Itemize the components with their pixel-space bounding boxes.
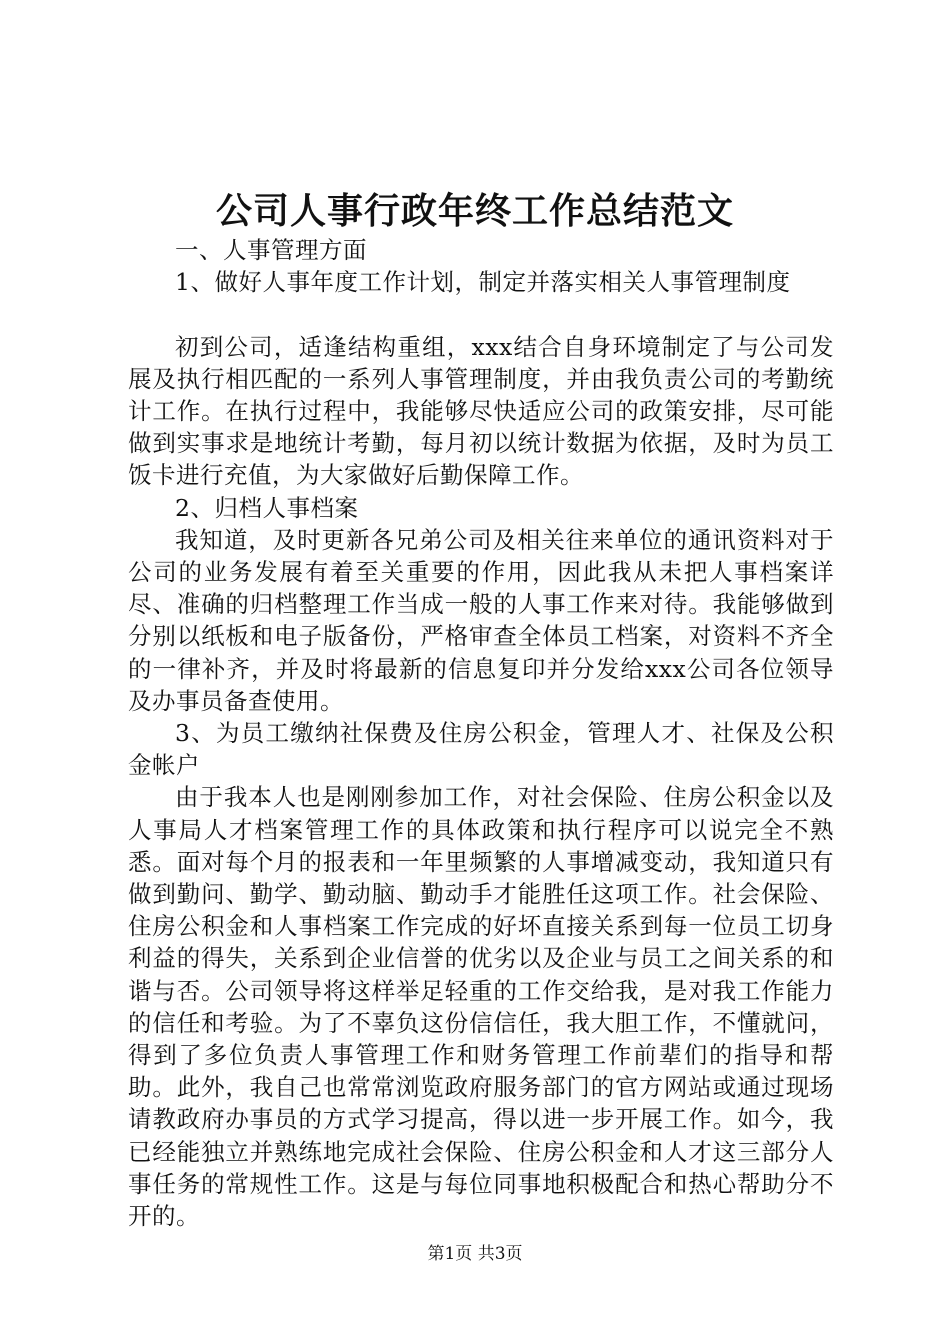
document-title: 公司人事行政年终工作总结范文 [215, 190, 734, 232]
paragraph-1: 初到公司，适逢结构重组，xxx结合自身环境制定了与公司发展及执行相匹配的一系列人事管理制度，并由我负责公司的考勤统计工作。在执行过程中，我能够尽快适应公司的政策安排，尽可能做到实事求是地统计考勤，每月初以统计数据为依据，及时为员工饭卡进行充值，为大家做好后勤保障工作。 [128, 332, 834, 490]
paragraph-2: 我知道，及时更新各兄弟公司及相关往来单位的通讯资料对于公司的业务发展有着至关重要的作用，因此我从未把人事档案详尽、准确的归档整理工作当成一般的人事工作来对待。我能够做到分别以纸板和电子版备份，严格审查全体员工档案，对资料不齐全的一律补齐，并及时将最新的信息复印并分发给xxx公司各位领导及办事员备查使用。 [128, 525, 834, 715]
paragraph-3: 由于我本人也是刚刚参加工作，对社会保险、住房公积金以及人事局人才档案管理工作的具体政策和执行程序可以说完全不熟悉。面对每个月的报表和一年里频繁的人事增减变动，我知道只有做到勤问、勤学、勤动脑、勤动手才能胜任这项工作。社会保险、住房公积金和人事档案工作完成的好坏直接关系到每一位员工切身利益的得失，关系到企业信誉的优劣以及企业与员工之间关系的和谐与否。公司领导将这样举足轻重的工作交给我，是对我工作能力的信任和考验。为了不辜负这份信信任，我大胆工作，不懂就问，得到了多位负责人事管理工作和财务管理工作前辈们的指导和帮助。此外，我自己也常常浏览政府服务部门的官方网站或通过现场请教政府办事员的方式学习提高，得以进一步开展工作。如今，我已经能独立并熟练地完成社会保险、住房公积金和人才这三部分人事任务的常规性工作。这是与每位同事地积极配合和热心帮助分不开的。 [128, 783, 834, 1231]
section-heading-personnel: 一、人事管理方面 [175, 236, 367, 264]
subsection-heading-1: 1、做好人事年度工作计划，制定并落实相关人事管理制度 [175, 268, 791, 297]
page-footer: 第1页 共3页 [427, 1244, 523, 1264]
subsection-heading-2: 2、归档人事档案 [175, 493, 359, 522]
blank-line [128, 298, 834, 330]
document-body [128, 234, 834, 1232]
subsection-heading-3: 3、为员工缴纳社保费及住房公积金，管理人才、社保及公积金帐户 [128, 719, 834, 780]
